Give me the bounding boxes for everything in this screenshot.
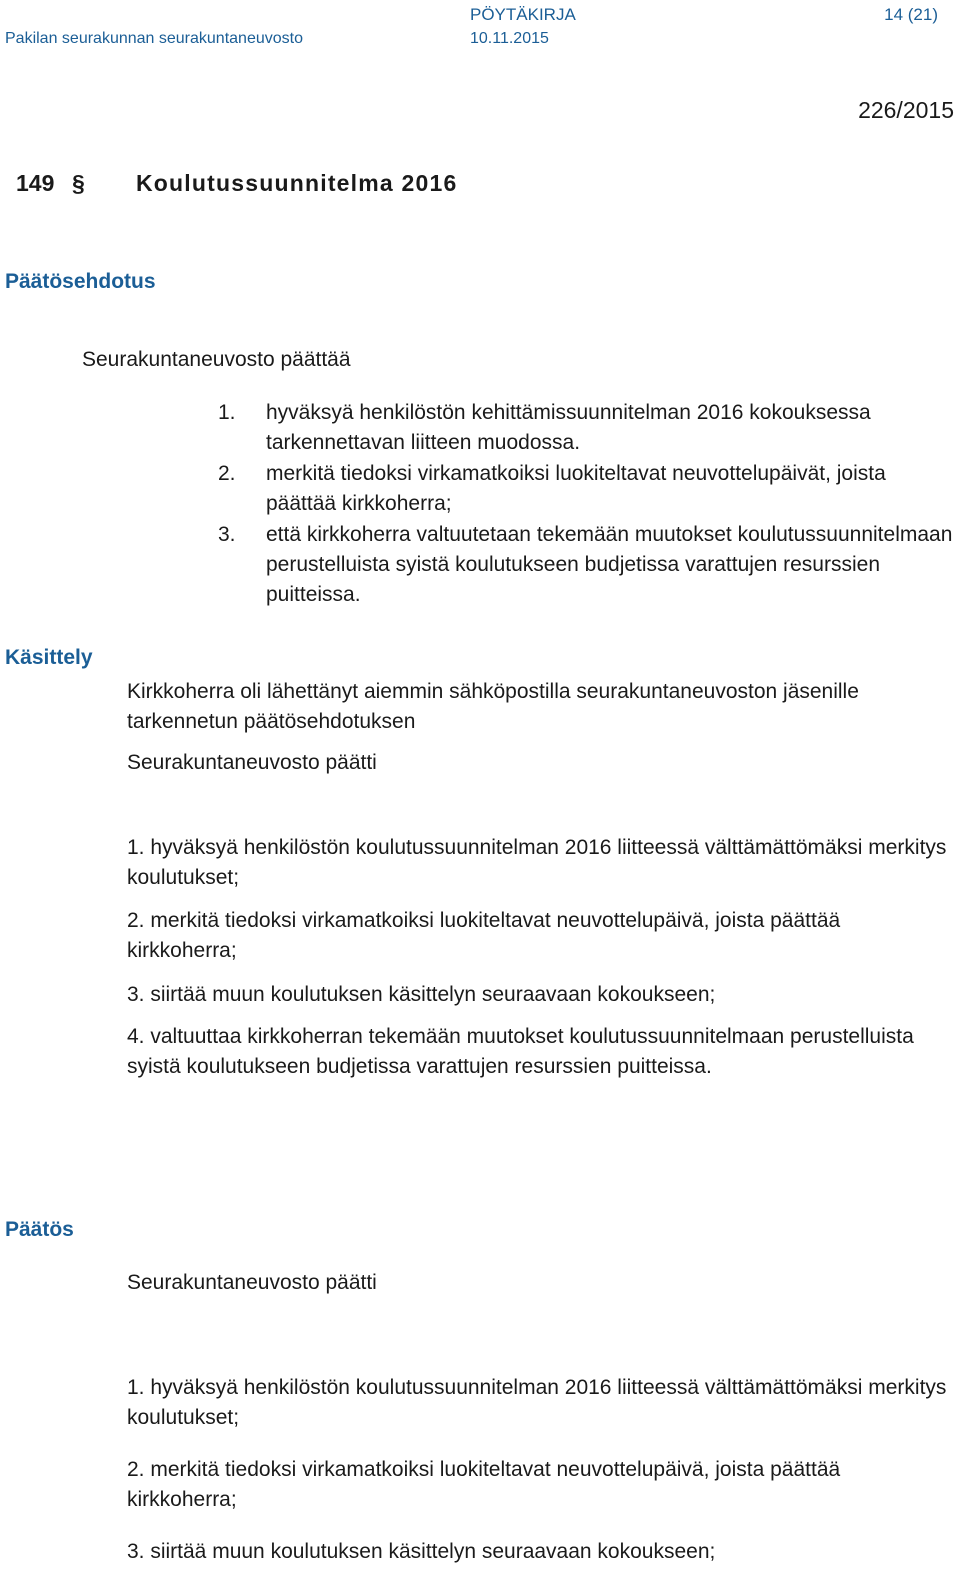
list-item-text: hyväksyä henkilöstön kehittämissuunnitelman 2016 kokouksessa tarkennettavan liitteen muodossa. xyxy=(266,401,871,454)
decision-item-3: 3. siirtää muun koulutuksen käsittelyn seuraavaan kokoukseen; xyxy=(127,1540,716,1563)
handling-intro: Seurakuntaneuvosto päätti xyxy=(127,751,377,774)
handling-paragraph: Kirkkoherra oli lähettänyt aiemmin sähköpostilla seurakuntaneuvoston jäsenille tarkennetun päätösehdotuksen xyxy=(127,680,859,733)
list-item xyxy=(218,398,958,458)
handling-item-4: 4. valtuuttaa kirkkoherran tekemään muutokset koulutussuunnitelmaan perustelluista syistä koulutukseen budjetissa varattujen resurssien puitteissa. xyxy=(127,1025,914,1078)
list-item xyxy=(218,520,958,610)
list-item-number: 2. xyxy=(218,462,236,485)
section-symbol: § xyxy=(72,170,85,196)
section-title-text: Koulutussuunnitelma 2016 xyxy=(136,170,458,196)
proposal-list xyxy=(218,398,958,611)
proposal-heading: Päätösehdotus xyxy=(5,270,156,293)
list-item-number: 1. xyxy=(218,401,236,424)
document-type: PÖYTÄKIRJA xyxy=(470,5,576,24)
document-number: 226/2015 xyxy=(858,97,954,123)
handling-item-3: 3. siirtää muun koulutuksen käsittelyn seuraavaan kokoukseen; xyxy=(127,983,716,1006)
decision-heading: Päätös xyxy=(5,1218,74,1241)
handling-item-2: 2. merkitä tiedoksi virkamatkoiksi luokiteltavat neuvottelupäivä, joista päättää kirkkoherra; xyxy=(127,909,841,962)
list-item-text: merkitä tiedoksi virkamatkoiksi luokiteltavat neuvottelupäivät, joista päättää kirkkoherra; xyxy=(266,462,886,515)
list-item-number: 3. xyxy=(218,523,236,546)
decision-item-1: 1. hyväksyä henkilöstön koulutussuunnitelman 2016 liitteessä välttämättömäksi merkitys koulutukset; xyxy=(127,1376,947,1429)
section-number: 149 xyxy=(16,170,55,196)
section-title xyxy=(16,170,457,197)
decision-intro: Seurakuntaneuvosto päätti xyxy=(127,1271,377,1294)
list-item-text: että kirkkoherra valtuutetaan tekemään muutokset koulutussuunnitelmaan perustelluista syistä koulutukseen budjetissa varattujen resurssien puitteissa. xyxy=(266,523,953,606)
page-number: 14 (21) xyxy=(884,5,938,24)
handling-heading: Käsittely xyxy=(5,646,93,669)
list-item xyxy=(218,459,958,519)
meeting-date: 10.11.2015 xyxy=(470,30,549,47)
handling-item-1: 1. hyväksyä henkilöstön koulutussuunnitelman 2016 liitteessä välttämättömäksi merkitys koulutukset; xyxy=(127,836,947,889)
decision-item-2: 2. merkitä tiedoksi virkamatkoiksi luokiteltavat neuvottelupäivä, joista päättää kirkkoherra; xyxy=(127,1458,841,1511)
proposal-intro: Seurakuntaneuvosto päättää xyxy=(82,348,351,371)
organization-name: Pakilan seurakunnan seurakuntaneuvosto xyxy=(5,30,303,47)
